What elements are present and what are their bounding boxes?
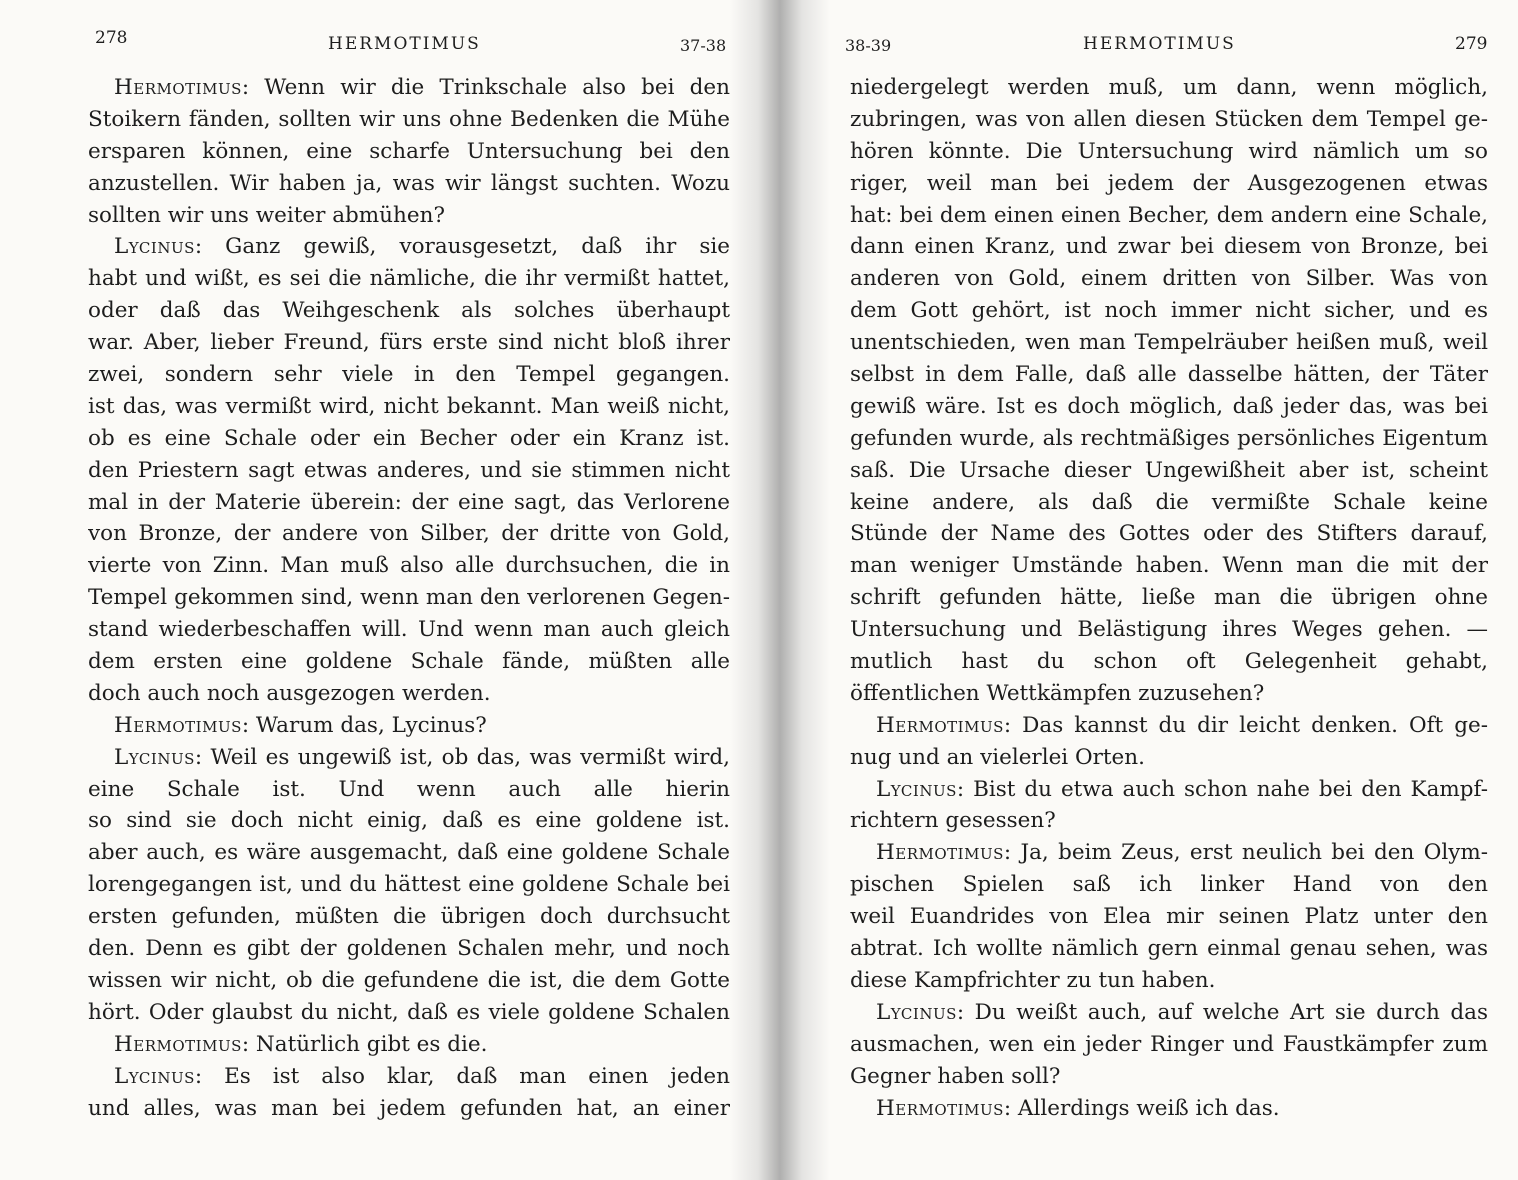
line-text: : Natürlich gibt es die. [241, 1031, 488, 1057]
text-line [850, 678, 1488, 710]
text-line [88, 327, 730, 359]
text-line [88, 678, 730, 710]
running-title: HERMOTIMUS [1083, 34, 1236, 54]
line-text: so sind sie doch nicht einig, daß es eine goldene ist. [88, 808, 730, 834]
line-text: ersparen können, eine scharfe Untersuchung bei den [88, 138, 730, 164]
line-text: pischen Spielen saß ich linker Hand von den [850, 872, 1488, 898]
text-line [850, 327, 1488, 359]
text-line [88, 646, 730, 678]
text-line [850, 231, 1488, 263]
text-line [850, 518, 1488, 550]
line-text: : Allerdings weiß ich das. [1003, 1095, 1280, 1121]
section-range: 38-39 [845, 36, 892, 55]
line-text: : Ganz gewiß, vorausgesetzt, daß ihr sie [194, 234, 730, 260]
line-text: : Weil es ungewiß ist, ob das, was vermißt wird, [194, 744, 730, 770]
text-line [850, 646, 1488, 678]
line-text: abtrat. Ich wollte nämlich gern einmal genau sehen, was [850, 936, 1488, 962]
text-line [88, 901, 730, 933]
text-line [88, 104, 730, 136]
line-text: war. Aber, lieber Freund, fürs erste sind nicht bloß ihrer [88, 330, 730, 356]
line-text: Stünde der Name des Gottes oder des Stifters darauf, [850, 521, 1488, 547]
text-line [850, 805, 1488, 837]
text-line [850, 550, 1488, 582]
line-text: : Das kannst du dir leicht denken. Oft ge- [1003, 712, 1488, 738]
text-line [850, 933, 1488, 965]
text-line [850, 295, 1488, 327]
speaker-name: Lycinus [114, 744, 195, 770]
text-line [88, 550, 730, 582]
line-text: saß. Die Ursache dieser Ungewißheit aber ist, scheint [850, 457, 1488, 483]
speaker-line [850, 997, 1488, 1029]
text-line [88, 1093, 730, 1125]
text-line [850, 901, 1488, 933]
text-line [88, 487, 730, 519]
line-text: gefunden wurde, als rechtmäßiges persönliches Eigentum [850, 425, 1488, 451]
line-text: ist das, was vermißt wird, nicht bekannt. Man weiß nicht, [88, 393, 730, 419]
line-text: zwei, sondern sehr viele in den Tempel gegangen. [88, 362, 730, 388]
line-text: riger, weil man bei jedem der Ausgezogenen etwas [850, 170, 1488, 196]
line-text: öffentlichen Wettkämpfen zuzusehen? [850, 680, 1265, 706]
line-text: dem Gott gehört, ist noch immer nicht sicher, und es [850, 298, 1488, 324]
line-text: den. Denn es gibt der goldenen Schalen mehr, und noch [88, 936, 730, 962]
line-text: gewiß wäre. Ist es doch möglich, daß jeder das, was bei [850, 393, 1488, 419]
text-line [850, 359, 1488, 391]
line-text: : Ja, beim Zeus, erst neulich bei den Olym- [1003, 840, 1488, 866]
text-line [88, 614, 730, 646]
line-text: niedergelegt werden muß, um dann, wenn möglich, [850, 75, 1488, 100]
line-text: zubringen, was von allen diesen Stücken dem Tempel ge- [850, 106, 1488, 132]
text-line [850, 487, 1488, 519]
line-text: diese Kampfrichter zu tun haben. [850, 967, 1216, 993]
line-text: : Warum das, Lycinus? [241, 712, 487, 738]
text-line [88, 423, 730, 455]
line-text: eine Schale ist. Und wenn auch alle hierin [88, 776, 730, 802]
line-text: Gegner haben soll? [850, 1063, 1061, 1089]
speaker-name: Hermotimus [876, 1095, 1004, 1121]
text-line [88, 933, 730, 965]
text-line [88, 455, 730, 487]
text-line [88, 837, 730, 869]
text-line [88, 200, 730, 232]
text-line [88, 295, 730, 327]
line-text: sollten wir uns weiter abmühen? [88, 202, 445, 228]
line-text: Tempel gekommen sind, wenn man den verlorenen Gegen- [88, 585, 730, 611]
text-line [88, 518, 730, 550]
line-text: : Es ist also klar, daß man einen jeden [194, 1063, 730, 1089]
speaker-name: Lycinus [114, 234, 195, 260]
text-line [88, 774, 730, 806]
line-text: dann einen Kranz, und zwar bei diesem von Bronze, bei [850, 234, 1488, 260]
text-line [850, 168, 1488, 200]
line-text: keine andere, als daß die vermißte Schale keine [850, 489, 1488, 515]
line-text: hören könnte. Die Untersuchung wird nämlich um so [850, 138, 1488, 164]
speaker-name: Hermotimus [114, 712, 242, 738]
text-line [88, 805, 730, 837]
text-line [850, 1061, 1488, 1093]
line-text: lorengegangen ist, und du hättest eine goldene Schale bei [88, 872, 730, 898]
speaker-name: Hermotimus [876, 712, 1004, 738]
line-text: Stoikern fänden, sollten wir uns ohne Bedenken die Mühe [88, 106, 730, 132]
line-text: nug und an vielerlei Orten. [850, 744, 1145, 770]
text-line [850, 1029, 1488, 1061]
text-line [850, 614, 1488, 646]
text-line [850, 391, 1488, 423]
speaker-line [850, 774, 1488, 806]
text-line [850, 582, 1488, 614]
left-text-block [88, 72, 730, 1124]
text-line [850, 455, 1488, 487]
speaker-line [88, 72, 730, 104]
line-text: habt und wißt, es sei die nämliche, die ihr vermißt hattet, [88, 266, 730, 292]
line-text: ersten gefunden, müßten die übrigen doch durchsucht [88, 904, 730, 930]
speaker-line [88, 231, 730, 263]
speaker-line [850, 837, 1488, 869]
text-line [850, 869, 1488, 901]
line-text: mutlich hast du schon oft Gelegenheit gehabt, [850, 649, 1488, 675]
line-text: anderen von Gold, einem dritten von Silber. Was von [850, 266, 1488, 292]
speaker-line [88, 1061, 730, 1093]
page-number: 279 [1455, 34, 1488, 54]
speaker-line [88, 742, 730, 774]
right-page [790, 0, 1518, 1180]
line-text: unentschieden, wen man Tempelräuber heißen muß, weil [850, 330, 1488, 356]
right-text-block [850, 72, 1488, 1124]
speaker-line [850, 710, 1488, 742]
line-text: richtern gesessen? [850, 808, 1056, 834]
line-text: ob es eine Schale oder ein Becher oder ein Kranz ist. [88, 425, 730, 451]
running-title: HERMOTIMUS [328, 34, 481, 54]
text-line [88, 997, 730, 1029]
line-text: : Wenn wir die Trinkschale also bei den [241, 75, 730, 100]
line-text: man weniger Umstände haben. Wenn man die mit der [850, 553, 1488, 579]
line-text: ausmachen, wen ein jeder Ringer und Faustkämpfer zum [850, 1031, 1488, 1057]
speaker-name: Lycinus [876, 999, 957, 1025]
speaker-name: Hermotimus [876, 840, 1004, 866]
text-line [850, 72, 1488, 104]
page-number: 278 [95, 28, 128, 48]
text-line [88, 263, 730, 295]
section-range: 37-38 [680, 36, 727, 55]
text-line [88, 168, 730, 200]
text-line [850, 104, 1488, 136]
line-text: und alles, was man bei jedem gefunden hat, an einer [88, 1095, 730, 1121]
speaker-line [88, 710, 730, 742]
text-line [88, 582, 730, 614]
line-text: wissen wir nicht, ob die gefundene die ist, die dem Gotte [88, 967, 730, 993]
line-text: vierte von Zinn. Man muß also alle durchsuchen, die in [88, 553, 730, 579]
line-text: doch auch noch ausgezogen werden. [88, 680, 491, 706]
line-text: schrift gefunden hätte, ließe man die übrigen ohne [850, 585, 1488, 611]
text-line [88, 869, 730, 901]
line-text: anzustellen. Wir haben ja, was wir längst suchten. Wozu [88, 170, 730, 196]
text-line [850, 423, 1488, 455]
speaker-line [850, 1093, 1488, 1125]
text-line [88, 136, 730, 168]
text-line [850, 200, 1488, 232]
line-text: stand wiederbeschaffen will. Und wenn man auch gleich [88, 617, 730, 643]
line-text: : Bist du etwa auch schon nahe bei den Kampf- [956, 776, 1488, 802]
text-line [850, 742, 1488, 774]
text-line [850, 263, 1488, 295]
line-text: aber auch, es wäre ausgemacht, daß eine goldene Schale [88, 840, 730, 866]
speaker-name: Hermotimus [114, 1031, 242, 1057]
line-text: von Bronze, der andere von Silber, der dritte von Gold, [88, 521, 730, 547]
line-text: selbst in dem Falle, daß alle dasselbe hätten, der Täter [850, 362, 1488, 388]
line-text: hat: bei dem einen einen Becher, dem andern eine Schale, [850, 202, 1488, 228]
line-text: : Du weißt auch, auf welche Art sie durch das [956, 999, 1488, 1025]
text-line [88, 965, 730, 997]
speaker-name: Lycinus [114, 1063, 195, 1089]
line-text: Untersuchung und Belästigung ihres Weges gehen. — [850, 617, 1488, 643]
line-text: weil Euandrides von Elea mir seinen Platz unter den [850, 904, 1488, 930]
speaker-name: Lycinus [876, 776, 957, 802]
line-text: hört. Oder glaubst du nicht, daß es viele goldene Schalen [88, 999, 730, 1025]
text-line [88, 359, 730, 391]
line-text: den Priestern sagt etwas anderes, und sie stimmen nicht [88, 457, 730, 483]
line-text: oder daß das Weihgeschenk als solches überhaupt [88, 298, 730, 324]
line-text: mal in der Materie überein: der eine sagt, das Verlorene [88, 489, 730, 515]
text-line [850, 965, 1488, 997]
line-text: dem ersten eine goldene Schale fände, müßten alle [88, 649, 730, 675]
speaker-name: Hermotimus [114, 75, 242, 100]
text-line [88, 391, 730, 423]
speaker-line [88, 1029, 730, 1061]
text-line [850, 136, 1488, 168]
